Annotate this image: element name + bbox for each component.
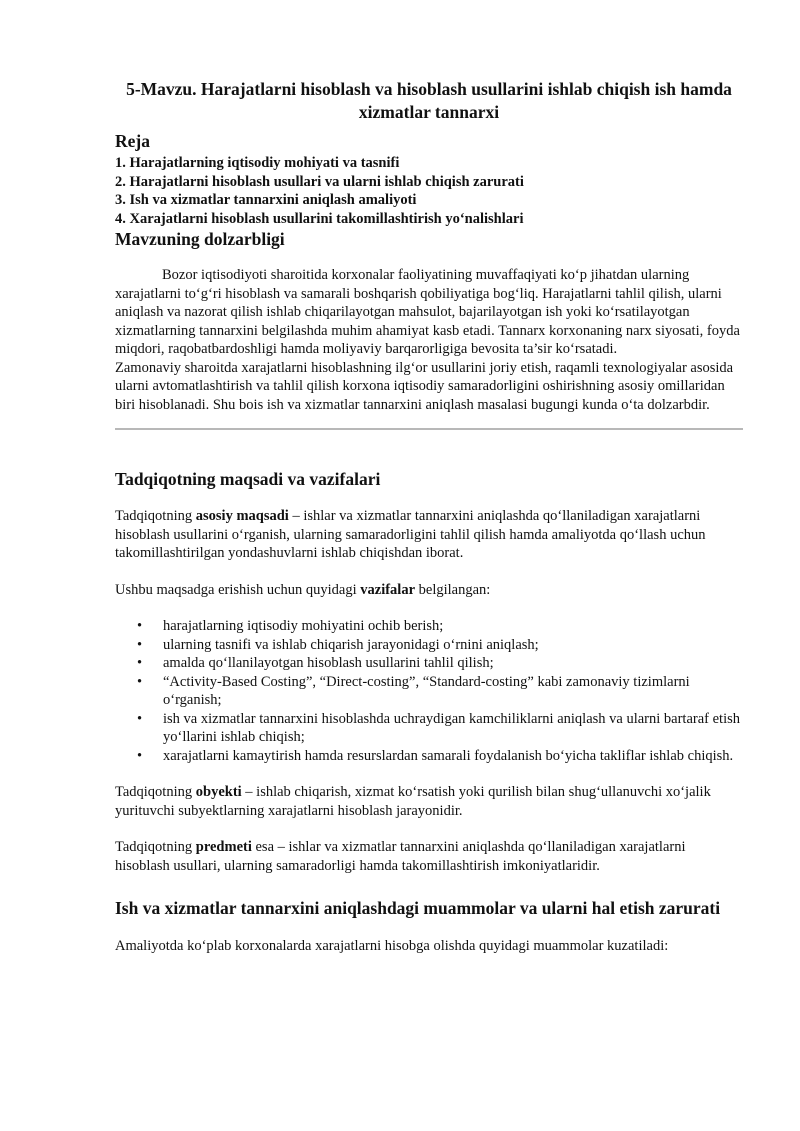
object-text: – ishlab chiqarish, xizmat ko‘rsatish yoki qurilish bilan shug‘ullanuvchi xo‘jalik yurituvchi subyektlarning xarajatlarni hisoblash jarayonidir. bbox=[115, 784, 711, 819]
list-item bbox=[137, 654, 743, 673]
problems-paragraph: Amaliyotda ko‘plab korxonalarda xarajatlarni hisobga olishda quyidagi muammolar kuzatiladi: bbox=[115, 938, 669, 954]
relevance-paragraph: Bozor iqtisodiyoti sharoitida korxonalar faoliyatining muvaffaqiyati ko‘p jihatdan ularning xarajatlarni to‘g‘ri hisoblash va samarali boshqarish qobiliyatiga bog‘liq. Harajatlarni tahlil qilish, ularni aniqlash va nazorat qilish ishlab chiqarilayotgan mahsulot, bajarilayotgan ish yoki ko‘rsatilayotgan xizmatlarning tannarxini belgilashda muhim ahamiyat kasb etadi. Tannarx korxonaning narx siyosati, foyda miqdori, raqobatbardoshligi hamda moliyaviy barqarorligiga bevosita ta’sir ko‘rsatadi. bbox=[115, 267, 740, 357]
bullet-icon: • bbox=[137, 710, 143, 727]
goals-heading: Tadqiqotning maqsadi va vazifalari bbox=[115, 469, 381, 489]
plan-heading: Reja bbox=[115, 131, 150, 151]
goal-paragraph bbox=[115, 507, 743, 563]
relevance-heading: Mavzuning dolzarbligi bbox=[115, 229, 285, 249]
object-prefix: Tadqiqotning bbox=[115, 784, 196, 800]
problems-heading: Ish va xizmatlar tannarxini aniqlashdagi muammolar va ularni hal etish zarurati bbox=[115, 898, 721, 918]
goal-term: asosiy maqsadi bbox=[195, 508, 289, 524]
document-page bbox=[115, 78, 743, 956]
bullet-icon: • bbox=[137, 636, 143, 653]
list-item-text: xarajatlarni kamaytirish hamda resurslardan samarali foydalanish bo‘yicha takliflar ishlab chiqish. bbox=[163, 747, 734, 764]
plan-item: 1. Harajatlarning iqtisodiy mohiyati va tasnifi bbox=[115, 155, 400, 171]
plan-item: 4. Xarajatlarni hisoblash usullarini takomillashtirish yo‘nalishlari bbox=[115, 210, 524, 227]
list-item-text: ularning tasnifi va ishlab chiqarish jarayonidagi o‘rnini aniqlash; bbox=[163, 636, 539, 653]
bullet-icon: • bbox=[137, 673, 143, 690]
tasks-prefix: Ushbu maqsadga erishish uchun quyidagi bbox=[115, 581, 361, 598]
plan-list bbox=[115, 154, 743, 228]
list-item-text: harajatlarning iqtisodiy mohiyatini ochib berish; bbox=[163, 618, 444, 634]
bullet-icon: • bbox=[137, 618, 143, 634]
goal-text: – ishlar va xizmatlar tannarxini aniqlashda qo‘llaniladigan xarajatlarni hisoblash usullarini o‘rganish, ularning samaradorligini tahlil qilish hamda amaliyotda qo‘llash uchun takomillashtirilgan yondashuvlarni ishlab chiqishdan iborat. bbox=[115, 508, 706, 561]
list-item bbox=[137, 747, 743, 766]
subject-text: esa – ishlar va xizmatlar tannarxini aniqlashda qo‘llaniladigan xarajatlarni hisoblash usullari, ularning samaradorligi hamda takomillashtirish imkoniyatlaridir. bbox=[115, 839, 686, 874]
bullet-icon: • bbox=[137, 747, 143, 764]
page-title: 5-Mavzu. Harajatlarni hisoblash va hisoblash usullarini ishlab chiqish ish hamda xizmatlar tannarxi bbox=[126, 79, 732, 122]
subject-term: predmeti bbox=[195, 839, 252, 855]
object-term: obyekti bbox=[195, 784, 242, 800]
tasks-intro bbox=[115, 581, 743, 600]
list-item-text: “Activity-Based Costing”, “Direct-costing”, “Standard-costing” kabi zamonaviy tizimlarni o‘rganish; bbox=[163, 673, 690, 708]
relevance-paragraph-2: Zamonaviy sharoitda xarajatlarni hisoblashning ilg‘or usullarini joriy etish, raqamli texnologiyalar asosida ularni avtomatlashtirish va tahlil qilish korxona iqtisodiy samaradorligini oshirishning asosiy omillaridan biri hisoblanadi. Shu bois ish va xizmatlar tannarxini aniqlash masalasi bugungi kunda o‘ta dolzarbdir. bbox=[115, 359, 734, 413]
plan-item: 2. Harajatlarni hisoblash usullari va ularni ishlab chiqish zarurati bbox=[115, 173, 524, 190]
list-item bbox=[137, 673, 743, 710]
tasks-list bbox=[115, 617, 743, 765]
subject-paragraph bbox=[115, 838, 743, 875]
tasks-term: vazifalar bbox=[360, 581, 416, 598]
plan-item: 3. Ish va xizmatlar tannarxini aniqlash amaliyoti bbox=[115, 192, 417, 208]
subject-prefix: Tadqiqotning bbox=[115, 839, 196, 855]
list-item bbox=[137, 636, 743, 655]
list-item bbox=[137, 710, 743, 747]
tasks-suffix: belgilangan: bbox=[415, 581, 491, 598]
list-item-text: ish va xizmatlar tannarxini hisoblashda uchraydigan kamchiliklarni aniqlash va ularni bartaraf etish yo‘llarini ishlab chiqish; bbox=[163, 710, 740, 745]
bullet-icon: • bbox=[137, 655, 143, 671]
list-item-text: amalda qo‘llanilayotgan hisoblash usullarini tahlil qilish; bbox=[163, 655, 494, 671]
section-divider bbox=[115, 428, 743, 430]
object-paragraph bbox=[115, 783, 743, 820]
goal-prefix: Tadqiqotning bbox=[115, 508, 196, 524]
list-item bbox=[137, 617, 743, 636]
